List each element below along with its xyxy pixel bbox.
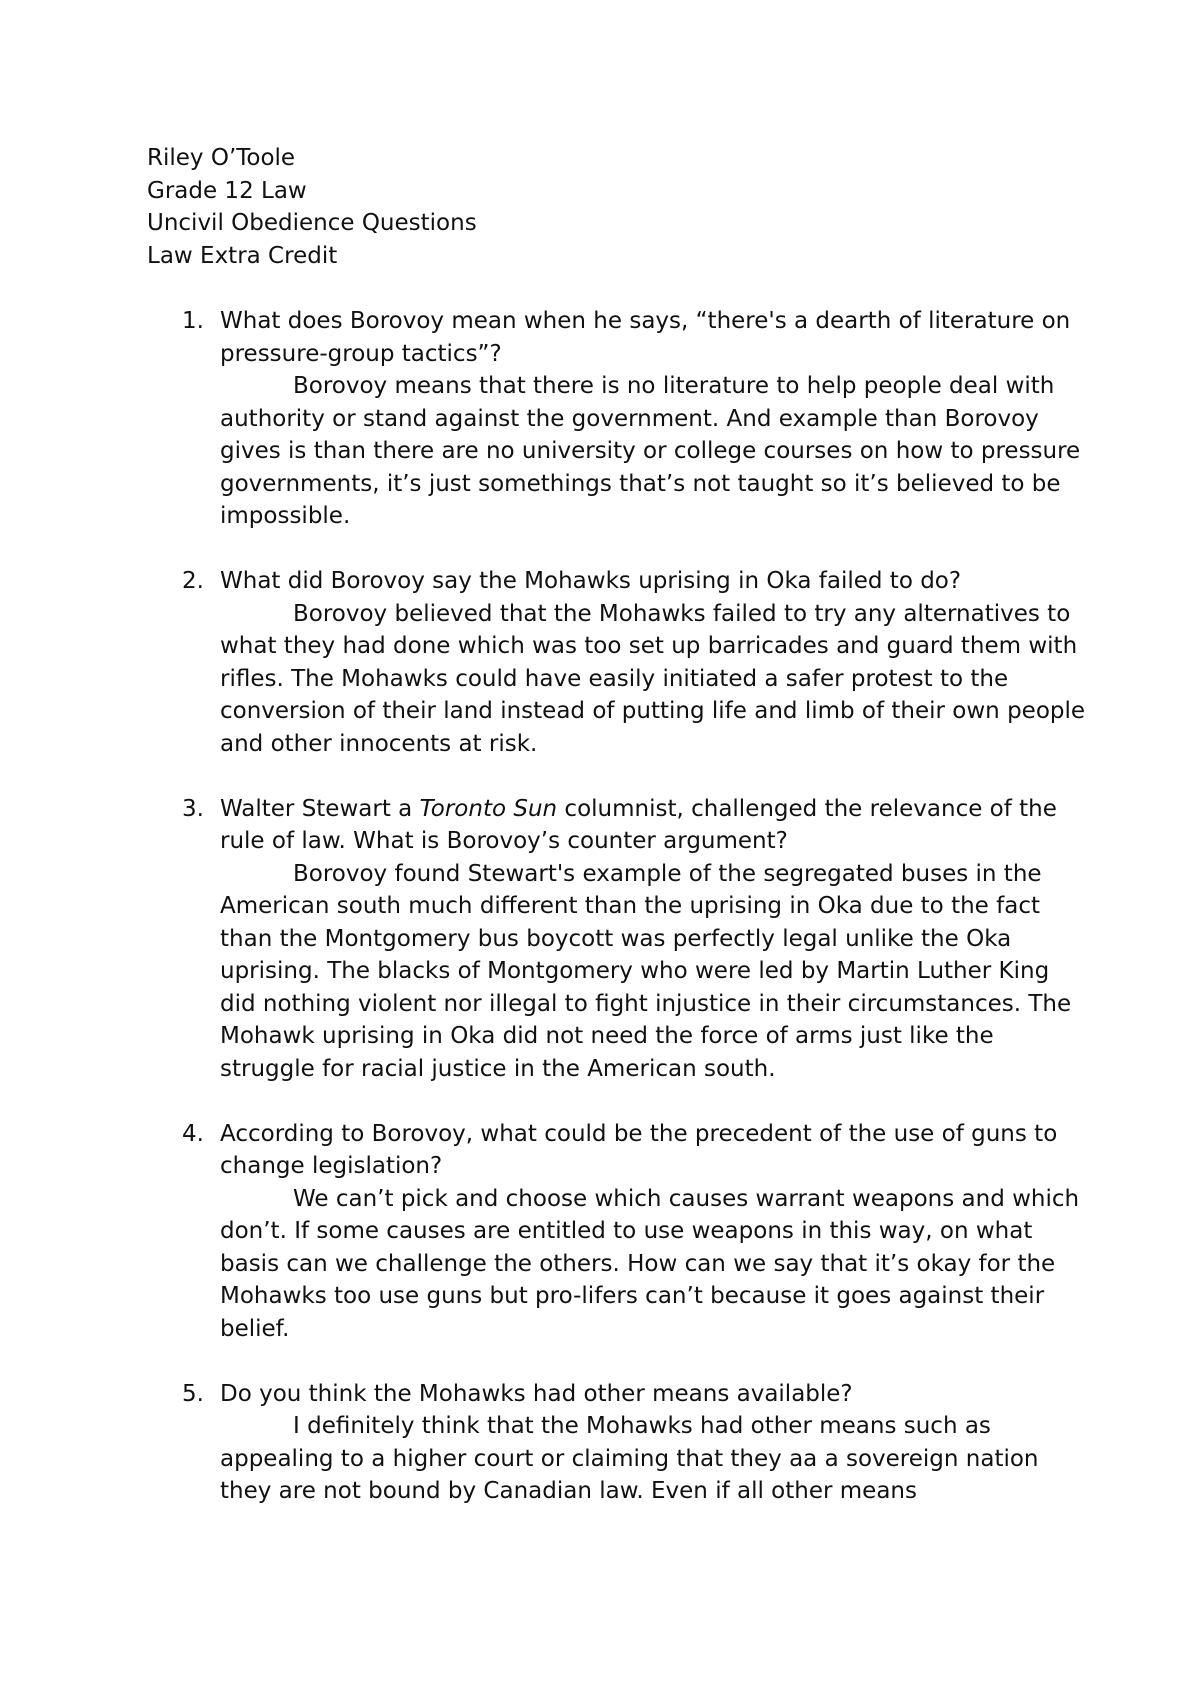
answer-text: I definitely think that the Mohawks had other means such as appealing to a higher court or claiming that they aa a sovereign nation they are not bound by Canadian law. Even if all other means xyxy=(220,1413,1039,1504)
question-text xyxy=(220,793,1087,858)
question-text: What does Borovoy mean when he says, “there's a dearth of literature on pressure-group tactics”? xyxy=(220,308,1071,367)
answer-text: Borovoy means that there is no literature to help people deal with authority or stand against the government. And example than Borovoy gives is than there are no university or college courses on how to pressure governments, it’s just somethings that’s not taught so it’s believed to be impossible. xyxy=(220,373,1081,529)
question-item-2 xyxy=(147,565,1087,760)
question-number: 3. xyxy=(182,795,204,822)
answer-text: We can’t pick and choose which causes warrant weapons and which don’t. If some causes are entitled to use weapons in this way, on what basis can we challenge the others. How can we say that it’s okay for the Mohawks too use guns but pro-lifers can’t because it goes against their belief. xyxy=(220,1185,1080,1342)
answer-text: Borovoy found Stewart's example of the segregated buses in the American south much different than the uprising in Oka due to the fact than the Montgomery bus boycott was perfectly legal unlike the Oka uprising. The blacks of Montgomery who were led by Martin Luther King did nothing violent nor illegal to fight injustice in their circumstances. The Mohawk uprising in Oka did not need the force of arms just like the struggle for racial justice in the American south. xyxy=(220,860,1072,1082)
question-number: 2. xyxy=(182,568,204,594)
question-item-4 xyxy=(147,1118,1087,1346)
question-item-5 xyxy=(147,1378,1087,1508)
student-name: Riley O’Toole xyxy=(147,145,296,171)
answer-text: Borovoy believed that the Mohawks failed to try any alternatives to what they had done which was too set up barricades and guard them with rifles. The Mohawks could have easily initiated a safer protest to the conversion of their land instead of putting life and limb of their own people and other innocents at risk. xyxy=(220,600,1086,757)
question-number: 4. xyxy=(182,1120,204,1147)
question-item-1 xyxy=(147,305,1087,533)
question-text: According to Borovoy, what could be the precedent of the use of guns to change legislation? xyxy=(220,1120,1058,1179)
question-text-part: Walter Stewart a xyxy=(220,795,420,822)
question-text: What did Borovoy say the Mohawks uprising in Oka failed to do? xyxy=(220,568,962,594)
course-name: Grade 12 Law xyxy=(147,177,307,204)
question-number: 1. xyxy=(182,308,204,334)
document-header xyxy=(147,142,477,272)
question-number: 5. xyxy=(182,1380,204,1407)
question-item-3 xyxy=(147,793,1087,1086)
question-list xyxy=(147,305,1087,1540)
question-text-part: columnist, challenged the relevance of the rule of law. What is Borovoy’s counter argument? xyxy=(220,795,1057,854)
question-text: Do you think the Mohawks had other means available? xyxy=(220,1380,853,1407)
assignment-title: Uncivil Obedience Questions xyxy=(147,210,477,236)
assignment-subtitle: Law Extra Credit xyxy=(147,242,338,269)
newspaper-title: Toronto Sun xyxy=(419,795,558,822)
